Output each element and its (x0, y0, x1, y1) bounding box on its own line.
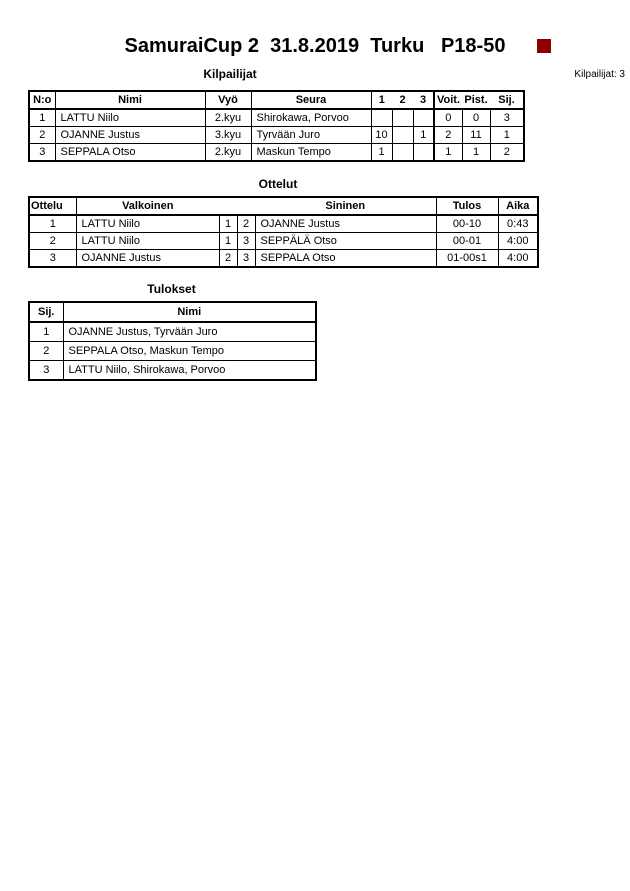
cell-aika: 4:00 (498, 233, 538, 250)
cell-aika: 4:00 (498, 250, 538, 268)
results-table (28, 301, 317, 381)
result-row (29, 322, 316, 342)
results-header-row (29, 302, 316, 322)
cell-round1 (371, 109, 392, 127)
cell-match-no: 3 (29, 250, 76, 268)
cell-match-no: 1 (29, 215, 76, 233)
cell-round3 (413, 144, 434, 162)
cell-place: 2 (29, 342, 63, 361)
cell-no: 3 (29, 144, 55, 162)
col-header-sij: Sij. (490, 91, 524, 109)
competitor-row (29, 144, 524, 162)
cell-sij: 3 (490, 109, 524, 127)
category-color-marker (537, 39, 551, 53)
cell-blue-name: OJANNE Justus (255, 215, 436, 233)
cell-round1: 10 (371, 127, 392, 144)
cell-pist: 1 (462, 144, 490, 162)
competitors-caption: Kilpailijat (203, 67, 257, 81)
cell-sij: 1 (490, 127, 524, 144)
result-row (29, 361, 316, 381)
cell-round2 (392, 144, 413, 162)
cell-vyo: 3.kyu (205, 127, 251, 144)
col-header-sininen: Sininen (255, 197, 436, 215)
cell-sij: 2 (490, 144, 524, 162)
cell-seura: Shirokawa, Porvoo (251, 109, 371, 127)
cell-name: OJANNE Justus, Tyrvään Juro (63, 322, 316, 342)
cell-name: LATTU Niilo, Shirokawa, Porvoo (63, 361, 316, 381)
matches-header-row (29, 197, 538, 215)
cell-blue-name: SEPPALA Otso (255, 250, 436, 268)
cell-round2 (392, 109, 413, 127)
cell-nimi: OJANNE Justus (55, 127, 205, 144)
cell-white-number: 1 (219, 233, 237, 250)
cell-pist: 0 (462, 109, 490, 127)
competitors-header-row (29, 91, 524, 109)
cell-blue-name: SEPPÄLÄ Otso (255, 233, 436, 250)
col-header-aika: Aika (498, 197, 538, 215)
cell-tulos: 01-00s1 (436, 250, 498, 268)
col-header-wnum (219, 197, 237, 215)
cell-seura: Maskun Tempo (251, 144, 371, 162)
page-title: SamuraiCup 2 31.8.2019 Turku P18-50 (124, 35, 506, 57)
cell-blue-number: 3 (237, 233, 255, 250)
results-caption: Tulokset (147, 282, 196, 296)
cell-tulos: 00-01 (436, 233, 498, 250)
cell-voit: 1 (434, 144, 462, 162)
cell-place: 1 (29, 322, 63, 342)
match-row (29, 215, 538, 233)
col-header-voit: Voit. (434, 91, 462, 109)
col-header-bnum (237, 197, 255, 215)
cell-pist: 11 (462, 127, 490, 144)
cell-white-number: 1 (219, 215, 237, 233)
col-header-2: 2 (392, 91, 413, 109)
cell-voit: 2 (434, 127, 462, 144)
competitor-row (29, 127, 524, 144)
competitors-table (28, 90, 525, 162)
cell-white-name: LATTU Niilo (76, 215, 219, 233)
cell-match-no: 2 (29, 233, 76, 250)
cell-no: 2 (29, 127, 55, 144)
cell-vyo: 2.kyu (205, 144, 251, 162)
cell-no: 1 (29, 109, 55, 127)
col-header-3: 3 (413, 91, 434, 109)
cell-seura: Tyrvään Juro (251, 127, 371, 144)
cell-tulos: 00-10 (436, 215, 498, 233)
col-header-1: 1 (371, 91, 392, 109)
cell-vyo: 2.kyu (205, 109, 251, 127)
cell-place: 3 (29, 361, 63, 381)
matches-table (28, 196, 539, 268)
match-row (29, 250, 538, 268)
cell-round3 (413, 109, 434, 127)
cell-white-name: OJANNE Justus (76, 250, 219, 268)
col-header-seura: Seura (251, 91, 371, 109)
cell-blue-number: 2 (237, 215, 255, 233)
cell-nimi: LATTU Niilo (55, 109, 205, 127)
competitor-row (29, 109, 524, 127)
cell-nimi: SEPPALA Otso (55, 144, 205, 162)
cell-round2 (392, 127, 413, 144)
cell-round1: 1 (371, 144, 392, 162)
col-header-valkoinen: Valkoinen (76, 197, 219, 215)
col-header-sij: Sij. (29, 302, 63, 322)
match-row (29, 233, 538, 250)
cell-name: SEPPALA Otso, Maskun Tempo (63, 342, 316, 361)
competitor-count: Kilpailijat: 3 (574, 69, 625, 80)
col-header-ottelu: Ottelu (29, 197, 76, 215)
col-header-no: N:o (29, 91, 55, 109)
cell-white-number: 2 (219, 250, 237, 268)
cell-voit: 0 (434, 109, 462, 127)
result-row (29, 342, 316, 361)
cell-white-name: LATTU Niilo (76, 233, 219, 250)
matches-caption: Ottelut (258, 177, 298, 191)
cell-blue-number: 3 (237, 250, 255, 268)
col-header-pist: Pist. (462, 91, 490, 109)
cell-aika: 0:43 (498, 215, 538, 233)
col-header-nimi: Nimi (63, 302, 316, 322)
col-header-nimi: Nimi (55, 91, 205, 109)
col-header-vyo: Vyö (205, 91, 251, 109)
cell-round3: 1 (413, 127, 434, 144)
col-header-tulos: Tulos (436, 197, 498, 215)
